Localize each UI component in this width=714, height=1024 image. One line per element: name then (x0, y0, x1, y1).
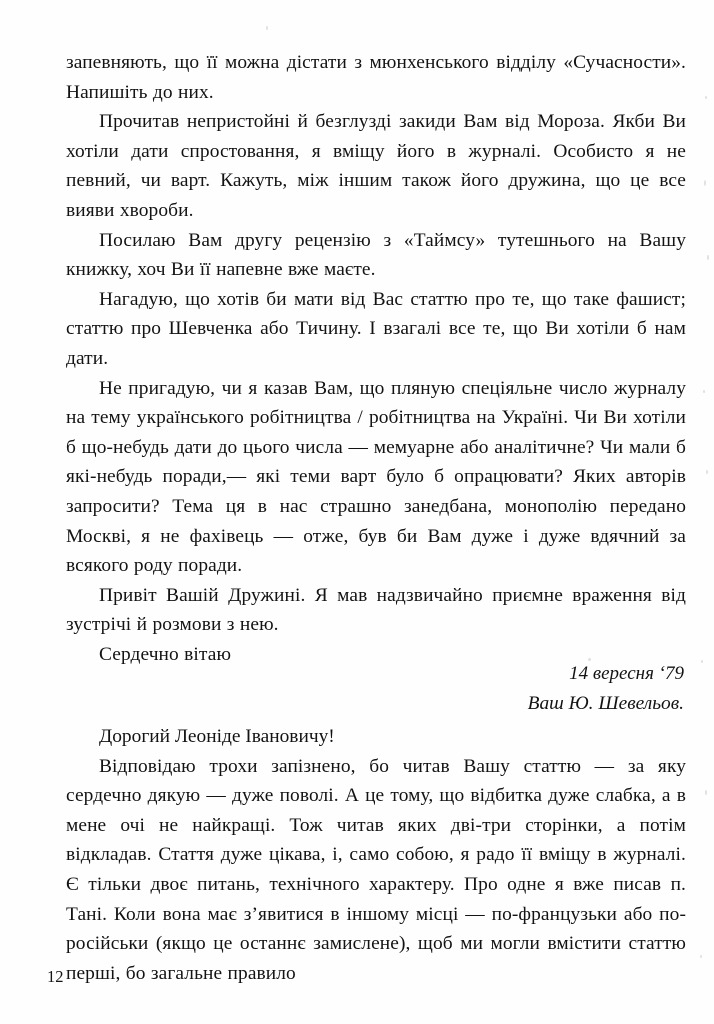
letter-two-date: 14 вересня ‘79 (569, 663, 684, 684)
page-number: 12 (47, 967, 64, 986)
letter-two-salutation: Дорогий Леоніде Івановичу! (99, 726, 335, 747)
letter-one-body (66, 48, 686, 719)
paragraph: Привіт Вашій Дружині. Я мав надзвичайно приємне враження від зустрічі й розмови з нею. (66, 584, 686, 636)
scan-speck (701, 660, 703, 663)
scan-speck (705, 790, 707, 795)
scan-speck (706, 470, 708, 474)
closing-line: Сердечно вітаю (99, 643, 232, 665)
scan-speck (704, 180, 706, 186)
paragraph: Прочитав непристойні й безглузді закиди Вам від Мороза. Якби Ви хотіли дати спростовання, я вміщу його в журналі. Особисто я не певний, чи варт. Кажуть, між іншим також його дружина, що це все вияви хвороби. (66, 111, 686, 221)
paragraph: Посилаю Вам другу рецензію з «Таймсу» тутешнього на Вашу книжку, хоч Ви її напевне вже маєте. (66, 229, 686, 281)
paragraph: Нагадую, що хотів би мати від Вас статтю про те, що таке фашист; статтю про Шевченка або Тичину. І взагалі все те, що Ви хотіли б нам дати. (66, 288, 686, 369)
scan-speck (703, 390, 705, 393)
letter-one-signature: Ваш Ю. Шевельов. (527, 693, 684, 715)
letter-two-body (66, 660, 686, 988)
scan-speck (266, 26, 268, 30)
paragraph: Відповідаю трохи запізнено, бо читав Вашу статтю — за яку сердечно дякую — дуже поволі. А це тому, що відбитка дуже слабка, а в мене очі не найкращі. Тож читав яких дві-три сторінки, а потім відкладав. Стаття дуже цікава, і, само собою, я радо її вміщу в журналі. Є тільки двоє питань, технічного характеру. Про одне я вже писав п. Тані. Коли вона має з’явитися в іншому місці — по-французьки або по-російськи (якщо це останнє замислене), щоб ми могли вмістити статтю перші, бо загальне правило (66, 755, 686, 984)
scan-speck (700, 955, 702, 958)
scan-speck (705, 96, 707, 99)
paragraph: запевняють, що її можна дістати з мюнхенського відділу «Сучасности». Напишіть до них. (66, 52, 686, 103)
paragraph: Не пригадую, чи я казав Вам, що пляную спеціяльне число журналу на тему українського робітництва / робітництва на Україні. Чи Ви хотіли б що-небудь дати до цього числа — мемуарне або аналітичне? Чи мали б які-небудь поради,— які теми варт було б опрацювати? Яких авторів запросити? Тема ця в нас страшно занедбана, монополію передано Москві, я не фахівець — отже, був би Вам дуже і дуже вдячний за всякого роду поради. (66, 377, 686, 577)
scan-speck (707, 255, 709, 260)
